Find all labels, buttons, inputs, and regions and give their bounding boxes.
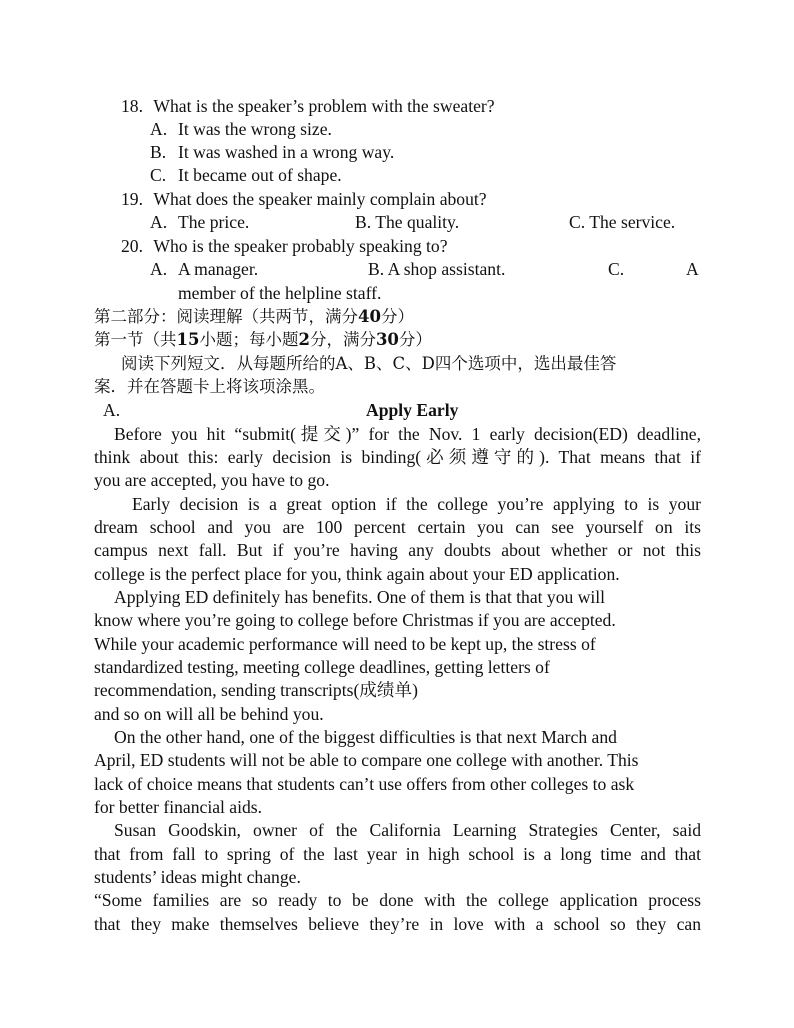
passage-line: think about this: early decision is binding(必须遵守的). That means that if — [94, 447, 701, 467]
q18-option-c: C. It became out of shape. — [150, 165, 342, 185]
passage-line: Early decision is a great option if the college you’re applying to is your — [132, 494, 701, 514]
passage-line: know where you’re going to college before Christmas if you are accepted. — [94, 610, 616, 630]
passage-line: Susan Goodskin, owner of the California Learning Strategies Center, said — [114, 820, 701, 840]
passage-line: for better financial aids. — [94, 797, 263, 817]
question-text: What does the speaker mainly complain about? — [153, 189, 487, 209]
q19-option-b: B. The quality. — [355, 212, 460, 232]
question-number: 20. — [121, 236, 143, 256]
passage-line: While your academic performance will need to be kept up, the stress of — [94, 634, 596, 654]
q18-option-a: A. It was the wrong size. — [150, 119, 332, 139]
instruction-line-1: 阅读下列短文．从每题所给的A、B、C、D四个选项中，选出最佳答 — [121, 354, 617, 373]
passage-line: campus next fall. But if you’re having any doubts about whether or not this — [94, 540, 701, 560]
question-number: 18. — [121, 96, 143, 116]
passage-line: On the other hand, one of the biggest difficulties is that next March and — [114, 727, 617, 747]
passage-line: that from fall to spring of the last year in high school is a long time and that — [94, 844, 701, 864]
instruction-line-2: 案．并在答题卡上将该项涂黑。 — [94, 377, 325, 396]
passage-line: and so on will all be behind you. — [94, 704, 324, 724]
question-number: 19. — [121, 189, 143, 209]
passage-line: Before you hit “submit(提交)” for the Nov. 1 early decision(ED) deadline, — [114, 424, 701, 444]
q20-option-c-letter: C. — [608, 259, 625, 279]
passage-line: college is the perfect place for you, think again about your ED application. — [94, 564, 620, 584]
passage-letter: A. — [103, 400, 121, 420]
passage-line: students’ ideas might change. — [94, 867, 301, 887]
passage-line: recommendation, sending transcripts(成绩单) — [94, 680, 418, 700]
section-one-heading: 第一节（共15小题；每小题2分，满分30分） — [94, 330, 432, 349]
question-text: What is the speaker’s problem with the sweater? — [153, 96, 495, 116]
q20-option-c-continued: member of the helpline staff. — [178, 283, 382, 303]
passage-title: Apply Early — [366, 400, 459, 420]
q18-option-b: B. It was washed in a wrong way. — [150, 142, 395, 162]
q19-option-c: C. The service. — [569, 212, 676, 232]
q20-option-b: B. A shop assistant. — [368, 259, 506, 279]
passage-line: dream school and you are 100 percent certain you can see yourself on its — [94, 517, 701, 537]
passage-line: lack of choice means that students can’t use offers from other colleges to ask — [94, 774, 635, 794]
q19-option-a: A. The price. — [150, 212, 250, 232]
passage-line: standardized testing, meeting college deadlines, getting letters of — [94, 657, 550, 677]
passage-line: Applying ED definitely has benefits. One of them is that that you will — [114, 587, 606, 607]
passage-line: “Some families are so ready to be done with the college application process — [94, 890, 701, 910]
q20-option-c-start: A — [686, 259, 699, 279]
passage-line: you are accepted, you have to go. — [94, 470, 330, 490]
question-18 — [121, 95, 495, 118]
question-20 — [121, 235, 448, 258]
part-two-heading: 第二部分：阅读理解（共两节，满分40分） — [94, 307, 414, 326]
passage-line: that they make themselves believe they’re in love with a school so they can — [94, 914, 701, 934]
q20-option-a: A. A manager. — [150, 259, 259, 279]
passage-line: April, ED students will not be able to compare one college with another. This — [94, 750, 639, 770]
question-text: Who is the speaker probably speaking to? — [153, 236, 448, 256]
question-19 — [121, 188, 487, 211]
